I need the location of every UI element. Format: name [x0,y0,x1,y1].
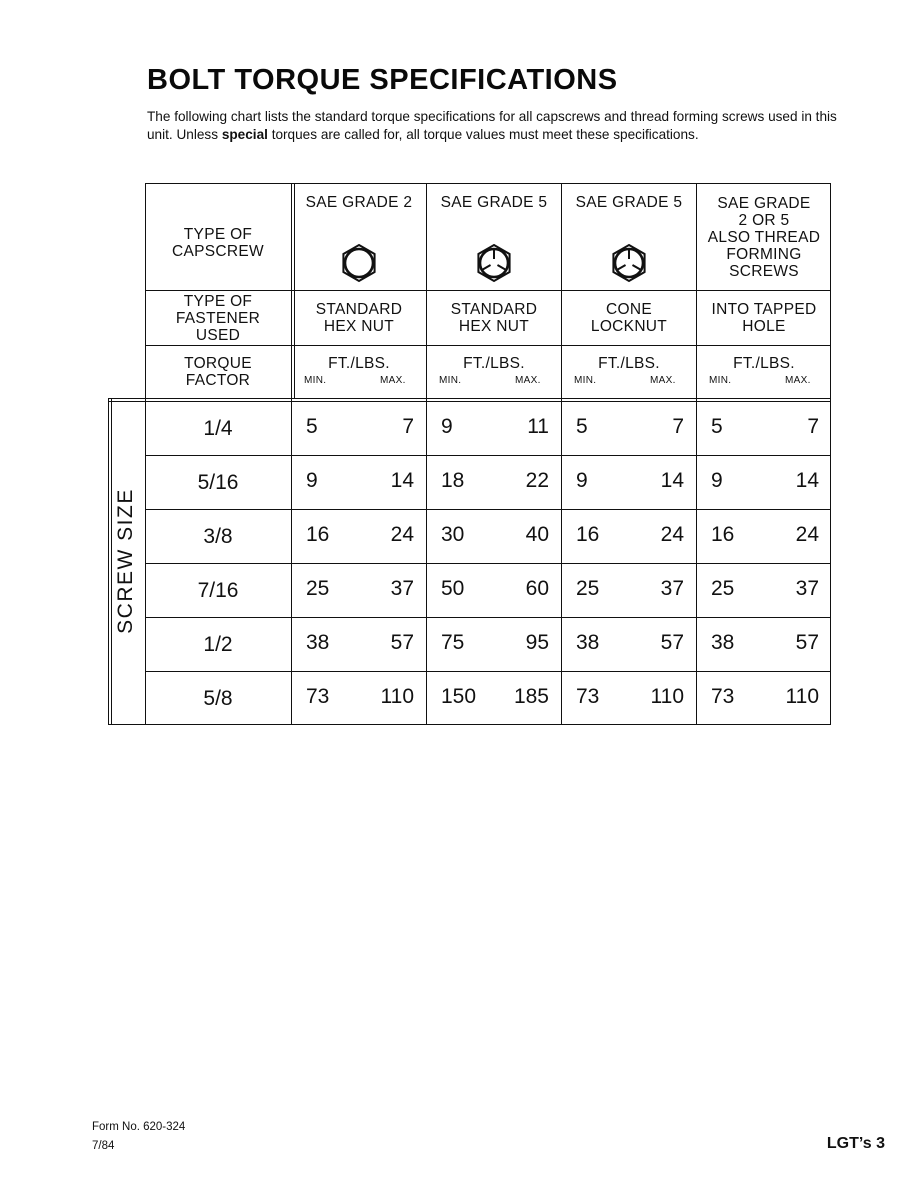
intro-paragraph [147,108,837,144]
unit-label: FT./LBS. [733,354,795,372]
min-torque-value: 25 [711,577,735,600]
min-torque-value: 30 [441,523,465,546]
min-torque-value: 73 [711,685,735,708]
screw-size-cell: 5/16 [197,470,239,494]
max-label: MAX. [515,375,541,386]
max-torque-value: 14 [795,469,819,492]
grade-label: SAE GRADE 2 OR 5 ALSO THREAD FORMING SCREWS [707,194,821,280]
max-torque-value: 24 [390,523,414,546]
max-torque-value: 22 [525,469,549,492]
intro-text-1: The following chart lists the standard torque specifications for all capscrews and thread forming screws used in this unit. Unless [147,109,837,142]
unit-label: FT./LBS. [328,354,390,372]
table-border-top [145,183,831,184]
grade-label: SAE GRADE 2 [305,193,413,211]
screw-size-label: SCREW SIZE [114,488,137,634]
min-torque-value: 16 [711,523,735,546]
max-torque-value: 7 [402,415,414,438]
column-rule [561,183,562,725]
max-torque-value: 57 [660,631,684,654]
max-torque-value: 110 [380,685,414,708]
min-torque-value: 5 [576,415,588,438]
max-torque-value: 57 [795,631,819,654]
min-label: MIN. [574,375,597,386]
screw-size-side-panel [108,398,145,725]
max-torque-value: 37 [795,577,819,600]
screw-size-cell: 3/8 [203,524,233,548]
max-torque-value: 110 [785,685,819,708]
screw-size-cell: 1/2 [203,632,233,656]
min-label: MIN. [439,375,462,386]
min-label: MIN. [304,375,327,386]
form-number: Form No. 620-324 [92,1121,186,1133]
max-torque-value: 37 [390,577,414,600]
min-torque-value: 73 [306,685,330,708]
form-number-block [92,1118,185,1156]
fastener-label: STANDARD HEX NUT [450,300,538,335]
page-number: LGT’s 3 [826,1135,885,1152]
max-torque-value: 11 [527,415,549,438]
min-torque-value: 25 [306,577,330,600]
max-torque-value: 24 [795,523,819,546]
screw-size-cell: 7/16 [197,578,239,602]
intro-text-2: torques are called for, all torque values must meet these specifications. [267,127,699,142]
max-torque-value: 60 [525,577,549,600]
form-date: 7/84 [92,1140,115,1152]
intro-emphasis: special [221,127,268,142]
min-torque-value: 9 [576,469,588,492]
grade-label: SAE GRADE 5 [575,193,683,211]
min-torque-value: 16 [306,523,330,546]
max-torque-value: 14 [660,469,684,492]
hex-head-three-line-icon [607,241,651,285]
min-torque-value: 5 [711,415,723,438]
min-torque-value: 38 [576,631,600,654]
min-torque-value: 38 [306,631,330,654]
header-rule [145,345,831,346]
fastener-label: INTO TAPPED HOLE [711,300,817,335]
min-torque-value: 38 [711,631,735,654]
max-torque-value: 7 [672,415,684,438]
hex-head-three-line-icon [472,241,516,285]
max-label: MAX. [785,375,811,386]
max-torque-value: 110 [650,685,684,708]
max-label: MAX. [380,375,406,386]
min-torque-value: 75 [441,631,465,654]
max-torque-value: 185 [513,685,549,708]
max-torque-value: 57 [390,631,414,654]
min-torque-value: 73 [576,685,600,708]
unit-label: FT./LBS. [598,354,660,372]
screw-size-cell: 5/8 [203,686,233,710]
min-torque-value: 9 [441,415,453,438]
min-torque-value: 16 [576,523,600,546]
max-torque-value: 40 [525,523,549,546]
max-torque-value: 7 [807,415,819,438]
max-torque-value: 14 [390,469,414,492]
column-rule [291,183,292,725]
min-torque-value: 5 [306,415,318,438]
page-title: BOLT TORQUE SPECIFICATIONS [147,64,618,96]
max-label: MAX. [650,375,676,386]
min-torque-value: 9 [306,469,318,492]
torque-table [145,183,831,725]
max-torque-value: 24 [660,523,684,546]
unit-label: FT./LBS. [463,354,525,372]
capscrew-type-label: TYPE OF CAPSCREW [172,226,264,260]
min-label: MIN. [709,375,732,386]
min-torque-value: 150 [441,685,477,708]
min-torque-value: 9 [711,469,723,492]
max-torque-value: 37 [660,577,684,600]
torque-factor-label: TORQUE FACTOR [184,354,252,389]
header-rule [145,290,831,291]
header-rule [145,398,831,399]
max-torque-value: 95 [525,631,549,654]
hex-head-plain-icon [337,241,381,285]
min-torque-value: 25 [576,577,600,600]
column-rule [426,183,427,725]
min-torque-value: 50 [441,577,465,600]
grade-label: SAE GRADE 5 [440,193,548,211]
fastener-type-label: TYPE OF FASTENER USED [175,293,261,344]
fastener-label: CONE LOCKNUT [590,300,668,335]
min-torque-value: 18 [441,469,465,492]
fastener-label: STANDARD HEX NUT [315,300,403,335]
screw-size-cell: 1/4 [203,416,233,440]
